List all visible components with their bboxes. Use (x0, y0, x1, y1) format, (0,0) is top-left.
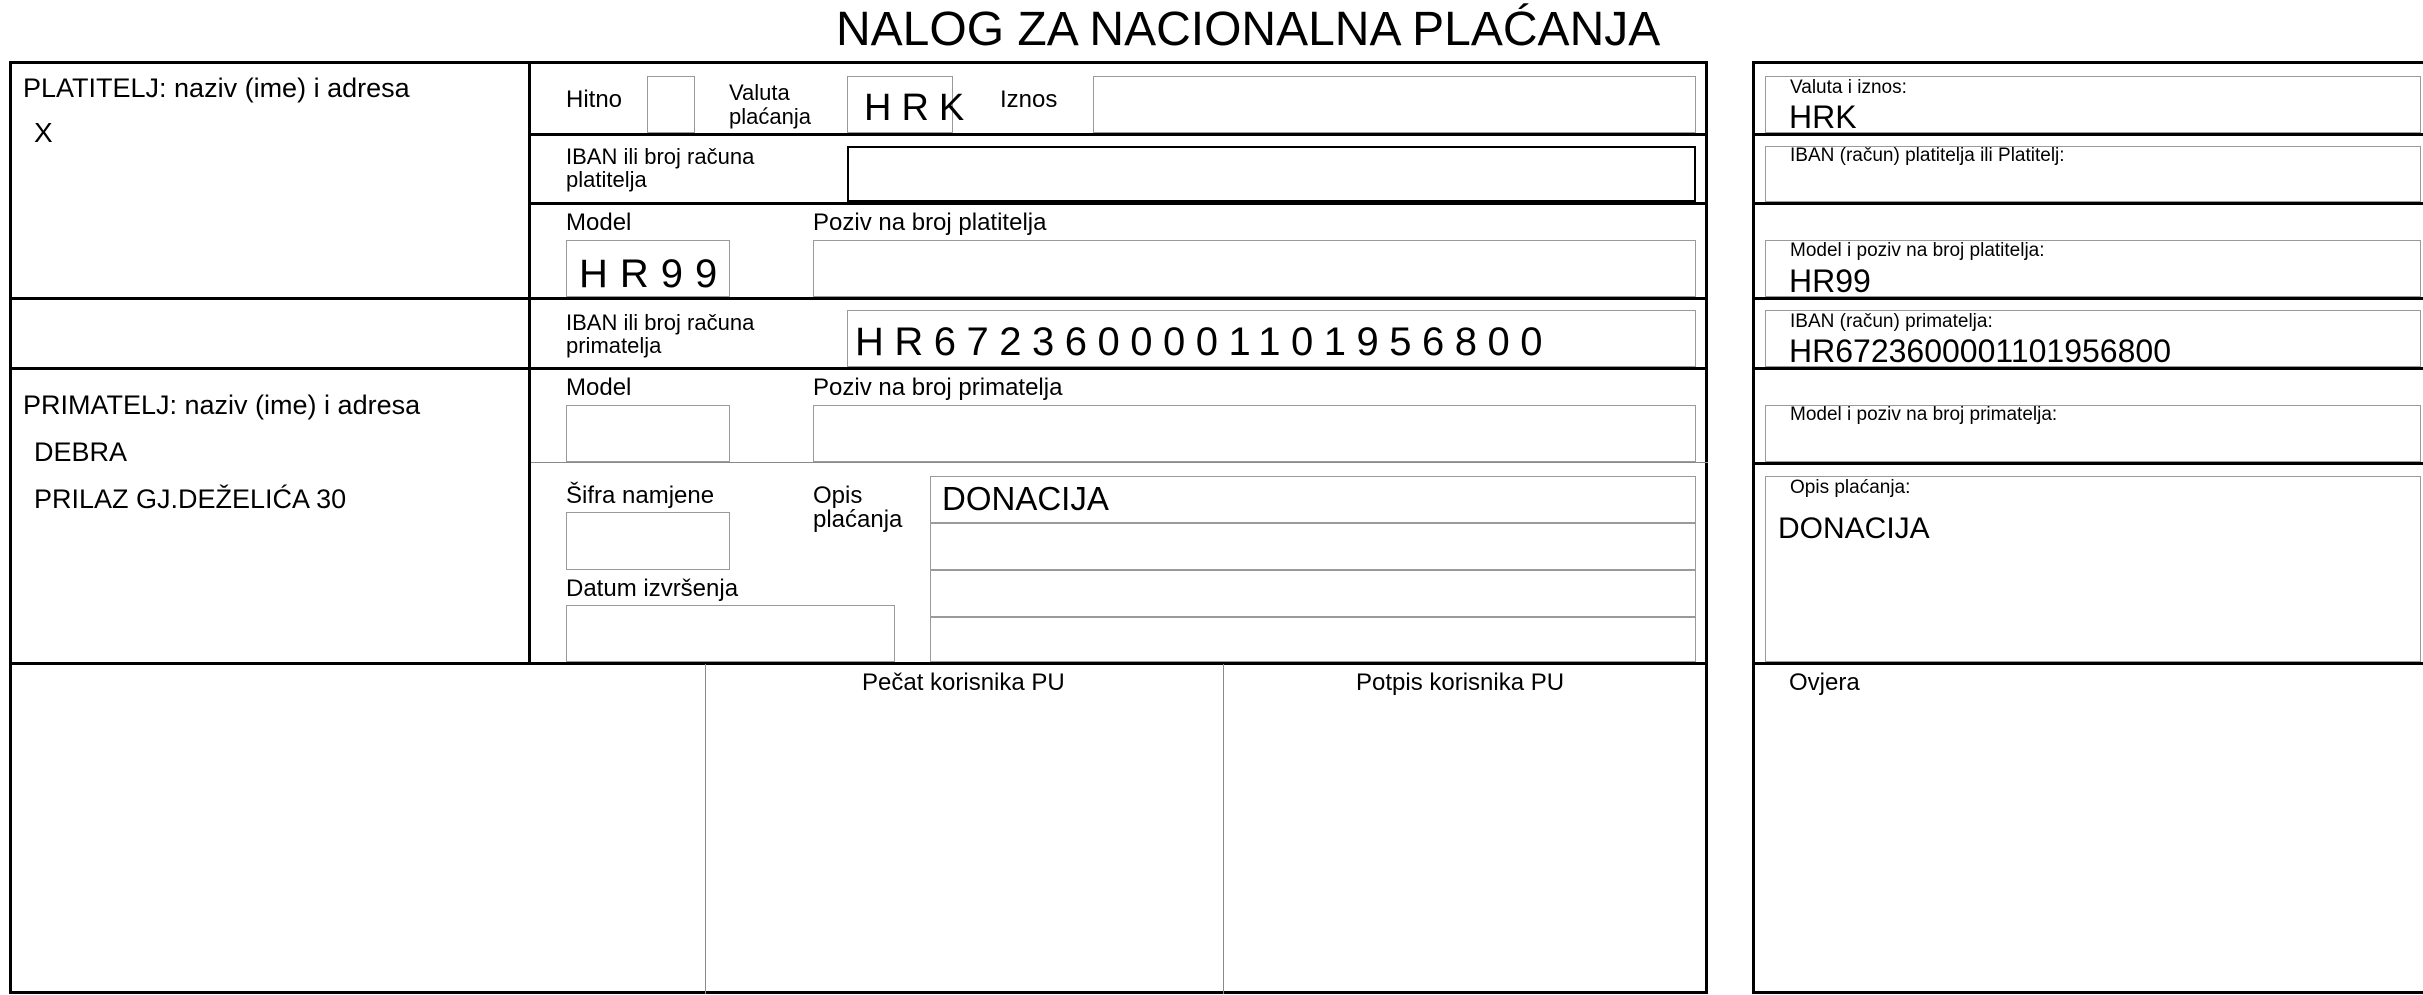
recipient-reference-label: Poziv na broj primatelja (813, 374, 1063, 401)
description-label-line2: plaćanja (813, 506, 903, 533)
recipient-iban-label (566, 312, 754, 357)
payer-iban-label (566, 146, 754, 191)
payer-iban-label-line2: platitelja (566, 167, 647, 192)
divider (530, 133, 1708, 136)
receipt-description-value: DONACIJA (1778, 512, 1930, 545)
recipient-model-field[interactable] (566, 405, 730, 462)
recipient-iban-label-line2: primatelja (566, 333, 662, 358)
payer-header: PLATITELJ: naziv (ime) i adresa (23, 73, 410, 103)
divider (530, 202, 1708, 205)
recipient-reference-field[interactable] (813, 405, 1696, 462)
recipient-iban-label-line1: IBAN ili broj računa (566, 310, 755, 335)
payer-name[interactable]: X (34, 117, 53, 148)
recipient-iban-value: HR6723600001101956800 (855, 320, 1553, 364)
description-label-line1: Opis (813, 482, 863, 509)
receipt-recipient-iban-value: HR6723600001101956800 (1789, 333, 2171, 369)
purpose-code-field[interactable] (566, 512, 730, 570)
receipt-recipient-iban-label: IBAN (račun) primatelja: (1790, 311, 1993, 332)
currency-label (729, 82, 811, 128)
divider (1752, 462, 2423, 465)
payer-iban-field[interactable] (847, 146, 1696, 202)
payer-model-value: HR99 (579, 252, 730, 296)
receipt-payer-iban-label: IBAN (račun) platitelja ili Platitelj: (1790, 145, 2065, 166)
receipt-payer-model-ref-value: HR99 (1789, 263, 1871, 299)
receipt-description-box[interactable] (1765, 476, 2421, 662)
description-text-1: DONACIJA (942, 480, 1109, 517)
receipt-verification-label: Ovjera (1789, 669, 1860, 696)
description-line-2[interactable] (930, 523, 1696, 570)
description-label (813, 484, 902, 532)
divider (1752, 662, 2423, 665)
divider (9, 297, 1708, 300)
payer-iban-label-line1: IBAN ili broj računa (566, 144, 755, 169)
form-title: NALOG ZA NACIONALNA PLAĆANJA (836, 3, 1661, 56)
divider (9, 662, 1708, 665)
receipt-recipient-model-ref-label: Model i poziv na broj primatelja: (1790, 404, 2058, 425)
execution-date-field[interactable] (566, 605, 895, 662)
recipient-name[interactable]: DEBRA (34, 437, 128, 467)
divider (1752, 202, 2423, 205)
divider (528, 61, 531, 664)
receipt-description-label: Opis plaćanja: (1790, 477, 1911, 498)
recipient-address[interactable]: PRILAZ GJ.DEŽELIĆA 30 (34, 484, 347, 514)
divider (9, 367, 1708, 370)
payer-reference-field[interactable] (813, 240, 1696, 297)
execution-date-label: Datum izvršenja (566, 575, 739, 602)
receipt-currency-amount-value: HRK (1789, 99, 1857, 135)
divider (1223, 664, 1224, 994)
payer-model-label: Model (566, 209, 632, 236)
description-line-4[interactable] (930, 617, 1696, 662)
urgent-checkbox[interactable] (647, 76, 695, 133)
recipient-model-label: Model (566, 374, 632, 401)
currency-value: HRK (864, 87, 975, 129)
recipient-header: PRIMATELJ: naziv (ime) i adresa (23, 390, 421, 420)
amount-field[interactable] (1093, 76, 1696, 133)
amount-label: Iznos (1000, 86, 1058, 113)
receipt-payer-model-ref-label: Model i poziv na broj platitelja: (1790, 240, 2045, 261)
divider (530, 462, 1708, 463)
purpose-code-label: Šifra namjene (566, 482, 715, 509)
signature-label: Potpis korisnika PU (1356, 669, 1565, 696)
divider (705, 664, 706, 994)
currency-label-line2: plaćanja (729, 104, 811, 129)
receipt-currency-amount-label: Valuta i iznos: (1790, 77, 1907, 98)
description-line-3[interactable] (930, 570, 1696, 617)
urgent-label: Hitno (566, 86, 623, 113)
currency-label-line1: Valuta (729, 80, 790, 105)
payer-reference-label: Poziv na broj platitelja (813, 209, 1047, 236)
stamp-label: Pečat korisnika PU (862, 669, 1065, 696)
